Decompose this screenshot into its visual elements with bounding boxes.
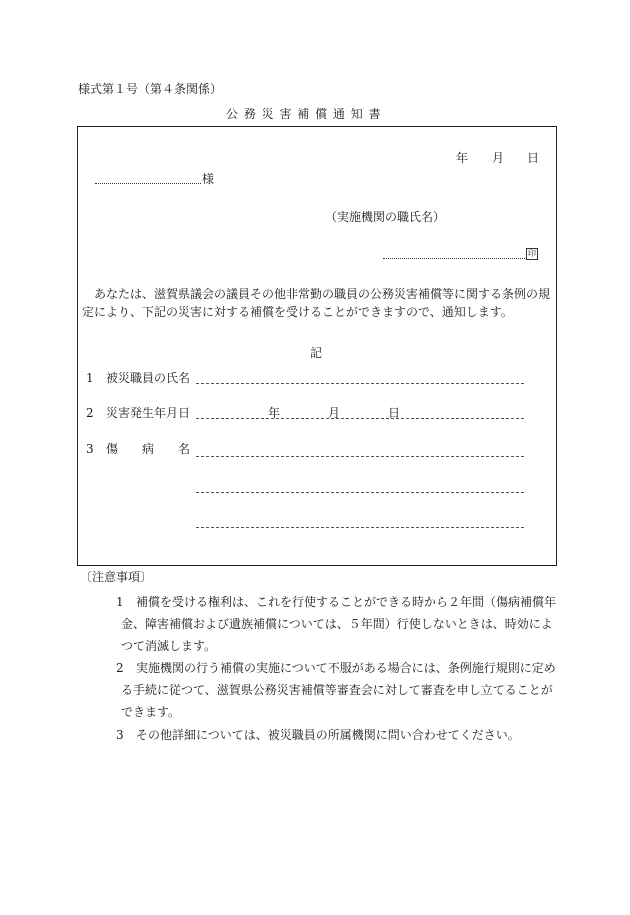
item-2-day-label: 日 <box>388 406 401 420</box>
date-month-label: 月 <box>492 151 505 165</box>
ki-label: 記 <box>310 346 323 360</box>
item-2-month-label: 月 <box>328 406 341 420</box>
note-3-number: 3 <box>116 728 124 742</box>
seal-mark: 印 <box>528 249 536 258</box>
note-2-line-1: 実施機関の行う補償の実施について不服がある場合には、条例施行規則に定め <box>136 661 556 675</box>
note-1-line-2: 金、障害補償および遺族補償については、５年間）行使しないときは、時効によ <box>121 617 553 631</box>
notes-heading: 〔注意事項〕 <box>80 570 153 584</box>
item-2-number: 2 <box>86 406 94 420</box>
note-1-line-1: 補償を受ける権利は、これを行使することができる時から２年間（傷病補償年 <box>136 595 557 609</box>
form-number: 様式第１号（第４条関係） <box>78 82 223 96</box>
injury-name-line-2[interactable] <box>196 492 524 493</box>
agency-label: （実施機関の職氏名） <box>325 210 446 224</box>
note-2-number: 2 <box>116 661 124 675</box>
body-line-2: 定により、下記の災害に対する補償を受けることができますので、通知します。 <box>82 305 513 319</box>
note-1-number: 1 <box>116 595 124 609</box>
agency-name-line[interactable] <box>383 258 525 259</box>
injury-name-line-1[interactable] <box>196 456 524 457</box>
body-line-1: あなたは、滋賀県議会の議員その他非常勤の職員の公務災害補償等に関する条例の規 <box>94 287 551 301</box>
note-3-line-1: その他詳細については、被災職員の所属機関に問い合わせてください。 <box>136 728 520 742</box>
note-1-line-3: つて消滅します。 <box>121 639 217 653</box>
document-title: 公 務 災 害 補 償 通 知 書 <box>226 107 382 121</box>
addressee-name-line[interactable] <box>95 183 201 184</box>
addressee-suffix: 様 <box>202 172 215 186</box>
item-2-year-label: 年 <box>268 406 281 420</box>
item-1-number: 1 <box>86 371 94 385</box>
item-3-label: 傷 病 名 <box>106 442 191 456</box>
item-3-number: 3 <box>86 442 94 456</box>
note-2-line-2: る手続に従つて、滋賀県公務災害補償等審査会に対して審査を申し立てることが <box>121 683 553 697</box>
victim-name-line[interactable] <box>196 383 524 384</box>
item-1-label: 被災職員の氏名 <box>106 371 191 385</box>
date-year-label: 年 <box>456 151 469 165</box>
date-day-label: 日 <box>527 151 540 165</box>
accident-date-line[interactable] <box>196 418 524 419</box>
injury-name-line-3[interactable] <box>196 527 524 528</box>
item-2-label: 災害発生年月日 <box>106 406 191 420</box>
note-2-line-3: できます。 <box>121 705 181 719</box>
